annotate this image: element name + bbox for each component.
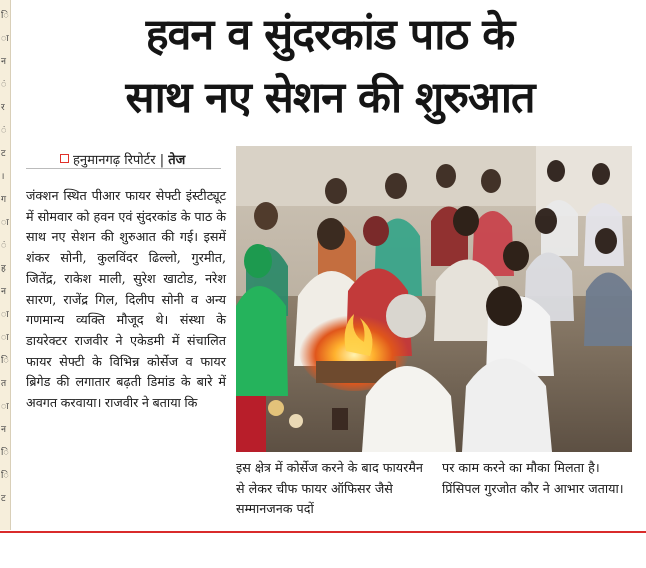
edge-fragment-char: । [1, 172, 5, 182]
byline-place: हनुमानगढ़ रिपोर्टर [73, 153, 156, 168]
edge-fragment-char: ा [1, 218, 9, 228]
article-column-2 [236, 458, 432, 520]
headline-line-1: हवन व सुंदरकांड पाठ के [145, 10, 515, 60]
edge-fragment-char: ा [1, 310, 9, 320]
column-2-text: इस क्षेत्र में कोर्सेज करने के बाद फायरमैन से लेकर चीफ फायर ऑफिसर जैसे सम्मानजनक पदों [236, 460, 423, 517]
edge-fragment-char: ि [1, 356, 9, 366]
edge-fragment-char: त [1, 379, 7, 389]
edge-fragment-char: न [1, 287, 6, 297]
edge-fragment-char: ग [1, 195, 7, 205]
edge-fragment-char: ा [1, 333, 9, 343]
edge-fragment-char: र [1, 103, 5, 113]
headline [14, 4, 646, 130]
byline-name: तेज [168, 153, 186, 168]
edge-fragment-char: ह [1, 264, 6, 274]
edge-fragment-char: न [1, 425, 6, 435]
article-column-3 [442, 458, 632, 499]
byline-divider [26, 168, 221, 169]
edge-fragment-char: ि [1, 471, 9, 481]
adjacent-column-fragment [0, 0, 11, 530]
news-photo [236, 146, 632, 452]
edge-fragment-char: ा [1, 34, 9, 44]
edge-fragment-char: ि [1, 448, 9, 458]
edge-fragment-char: ा [1, 402, 9, 412]
edge-fragment-char: ं [1, 241, 7, 251]
edge-fragment-char: न [1, 57, 6, 67]
byline-separator: | [155, 153, 169, 168]
edge-fragment-char: ं [1, 80, 7, 90]
edge-fragment-char: ि [1, 11, 9, 21]
havan-ceremony-photo [236, 146, 632, 452]
edge-fragment-char: ट [1, 149, 6, 159]
byline-marker-icon [60, 154, 69, 163]
article-body: जंक्शन स्थित पीआर फायर सेफ्टी इंस्टीट्यूट में सोमवार को हवन एवं सुंदरकांड के पाठ के साथ नए सेशन की शुरुआत की गई। इसमें शंकर सोनी, कुलविंदर ढिल्लो, गुरमीत, जितेंद्र, राकेश माली, सुरेश खाटोड, नरेश सारण, राजेंद्र गिल, दिलीप सोनी व अन्य गणमान्य व्यक्ति मौजूद थे। संस्था के डायरेक्टर राजवीर ने एकेडमी में संचालित फायर सेफ्टी के विभिन्न कोर्सेज व फायर ब्रिगेड की लगातार बढ़ती डिमांड के बारे में अवगत करवाया। राजवीर ने बताया कि [26, 188, 226, 411]
page-bottom-rule [0, 531, 646, 533]
column-3-text: पर काम करने का मौका मिलता है। प्रिंसिपल गुरजोत कौर ने आभार जताया। [442, 460, 624, 496]
edge-fragment-char: ं [1, 126, 7, 136]
headline-line-2: साथ नए सेशन की शुरुआत [125, 73, 535, 123]
edge-fragment-char: ट [1, 494, 6, 504]
article-column-1 [26, 186, 226, 414]
byline [60, 150, 185, 168]
